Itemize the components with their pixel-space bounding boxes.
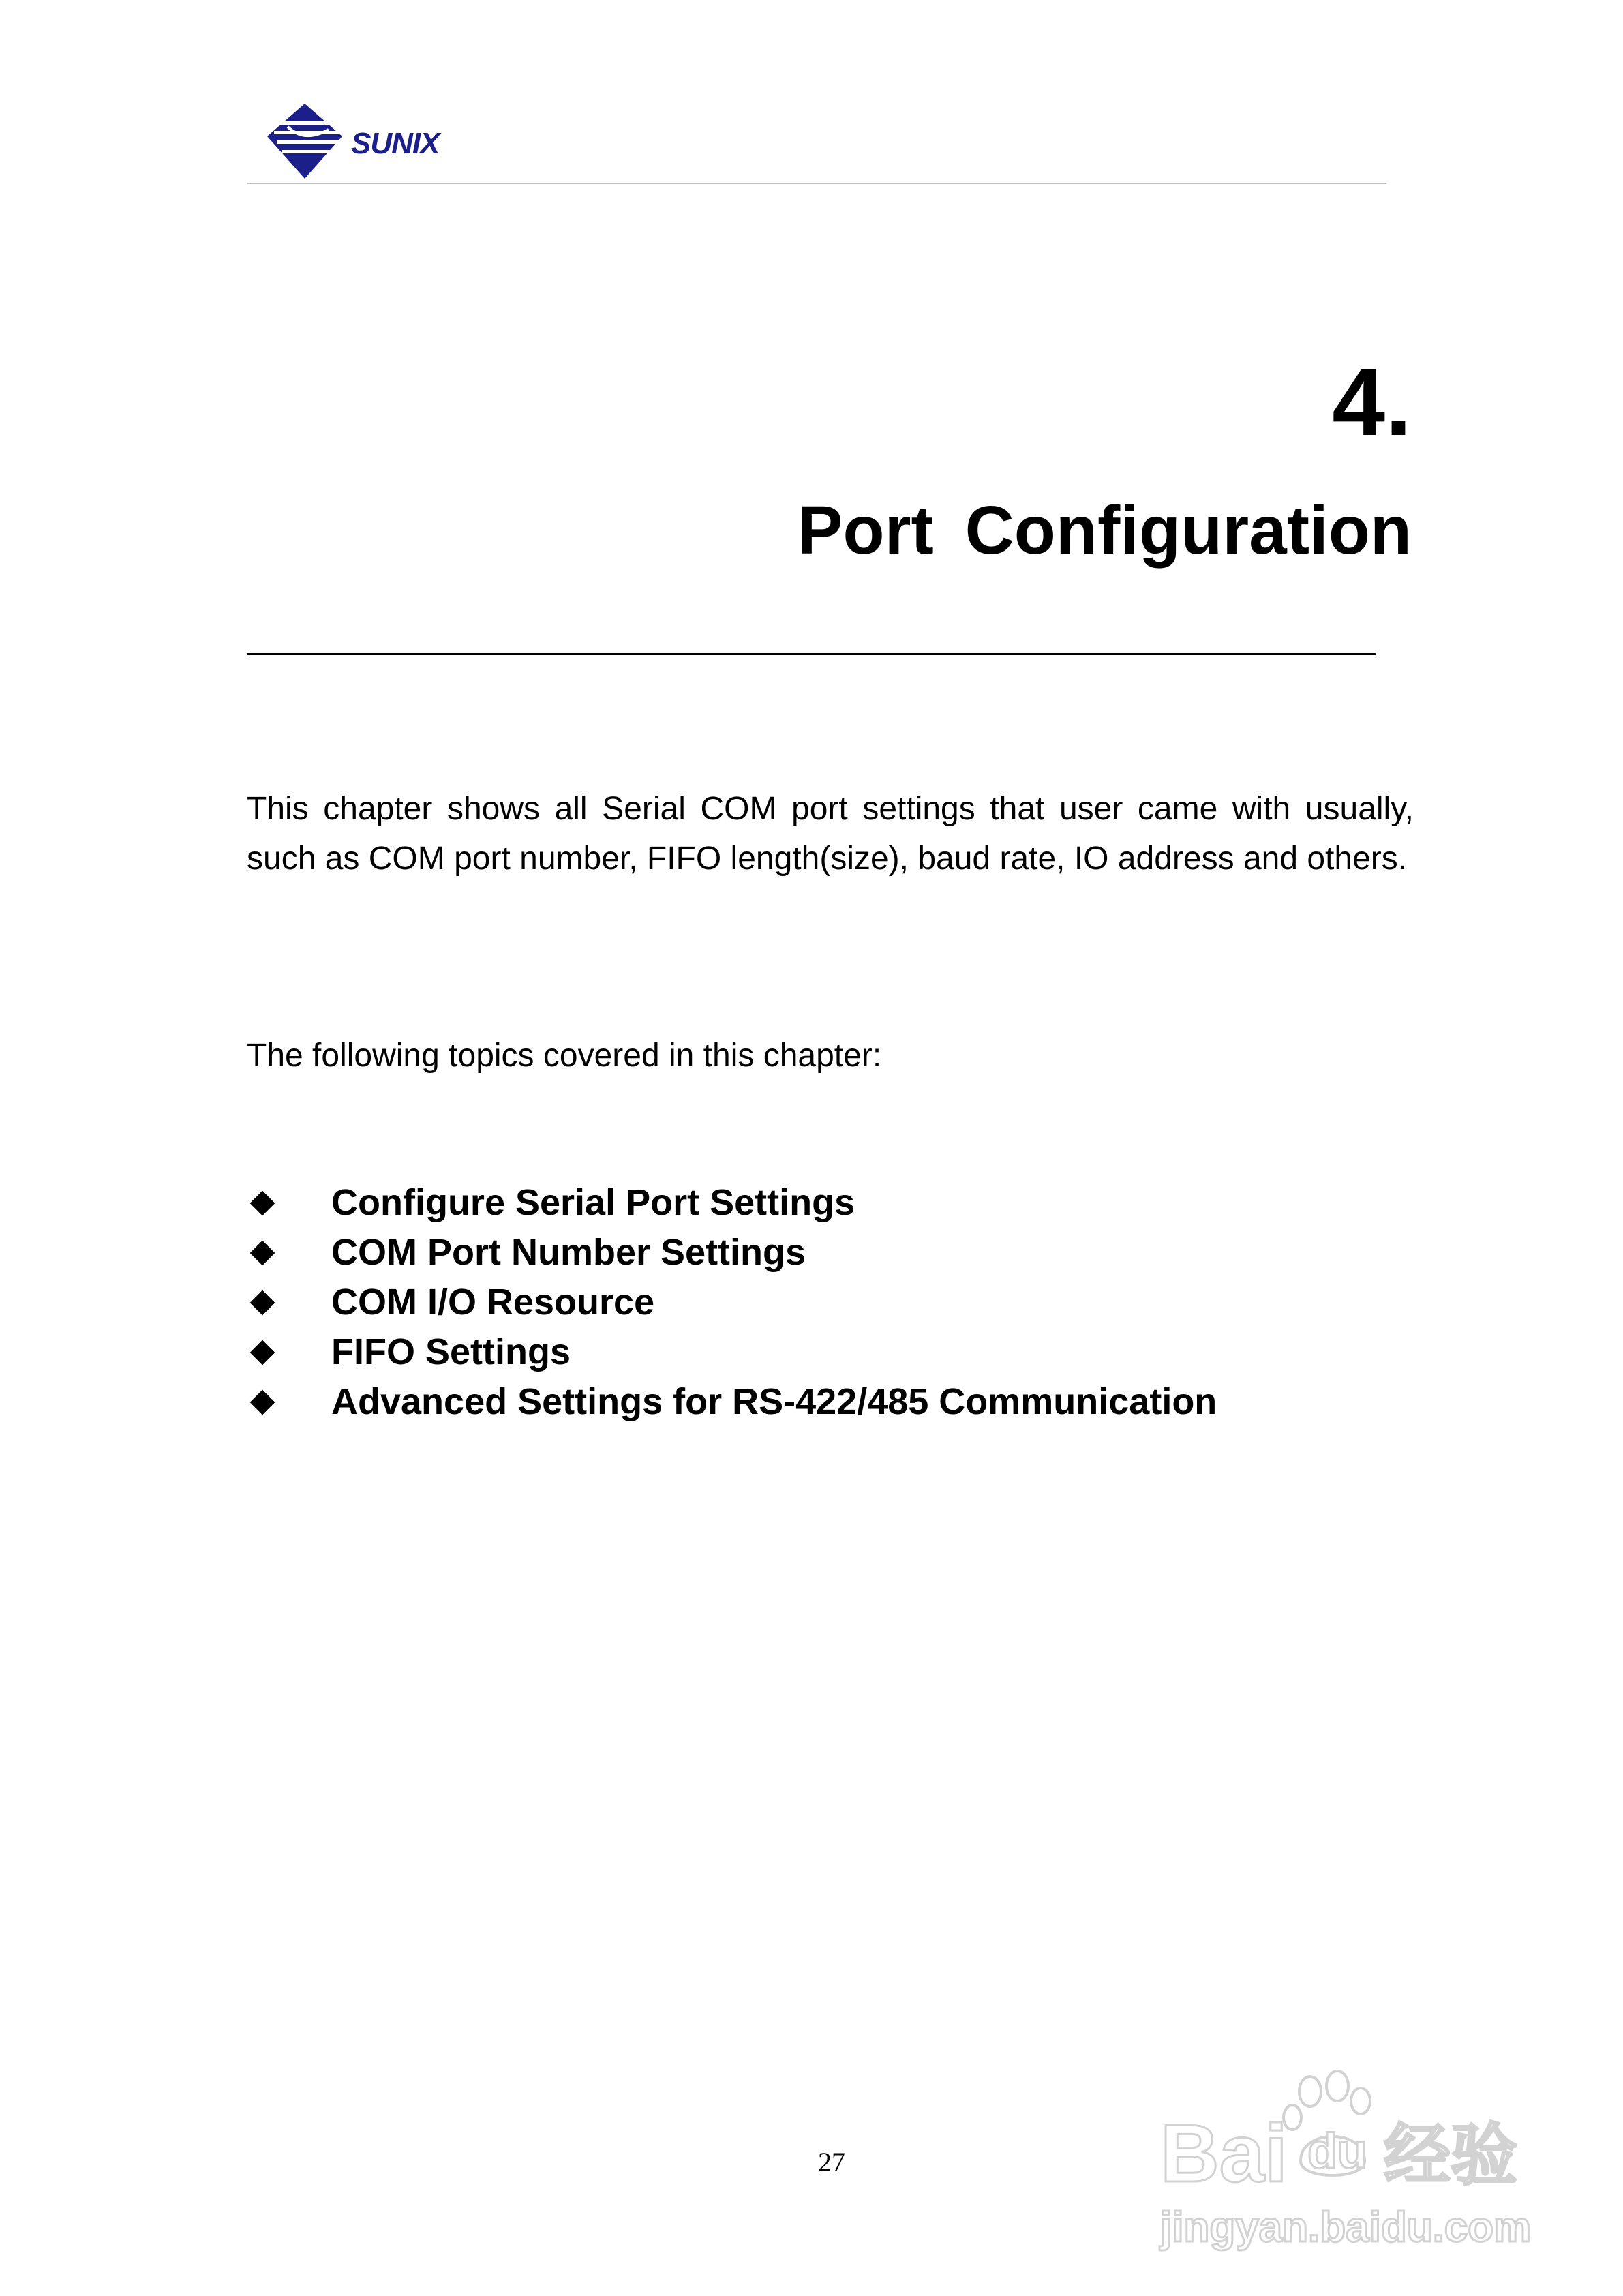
header-divider — [247, 183, 1386, 184]
chapter-title: Port Configuration — [797, 492, 1412, 569]
topics-intro: The following topics covered in this chapter: — [247, 1038, 882, 1074]
diamond-bullet-icon — [250, 1340, 275, 1365]
topic-label: Advanced Settings for RS-422/485 Communication — [331, 1381, 1217, 1422]
intro-paragraph: This chapter shows all Serial COM port settings that user came with usually, such as COM port number, FIFO length(size), baud rate, IO address and others. — [247, 791, 1414, 877]
topic-label: COM Port Number Settings — [331, 1232, 806, 1273]
diamond-bullet-icon — [250, 1290, 275, 1316]
watermark-brand-cn: 经验 — [1384, 2117, 1518, 2192]
topic-label: FIFO Settings — [331, 1331, 571, 1372]
topic-label: COM I/O Resource — [331, 1282, 655, 1323]
watermark-brand: Bai — [1160, 2108, 1288, 2199]
chapter-number: 4. — [1332, 348, 1412, 455]
logo-wordmark: SUNIX — [351, 127, 440, 160]
topic-label: Configure Serial Port Settings — [331, 1182, 855, 1223]
watermark-url: jingyan.baidu.com — [1160, 2204, 1532, 2251]
baidu-paw-icon — [1152, 2066, 1534, 2270]
diamond-bullet-icon — [250, 1390, 275, 1415]
title-divider — [247, 653, 1376, 655]
baidu-watermark — [1152, 2066, 1534, 2270]
watermark-brand-mid: du — [1307, 2124, 1367, 2179]
diamond-bullet-icon — [250, 1191, 275, 1216]
page-number: 27 — [818, 2147, 845, 2177]
diamond-bullet-icon — [250, 1241, 275, 1266]
